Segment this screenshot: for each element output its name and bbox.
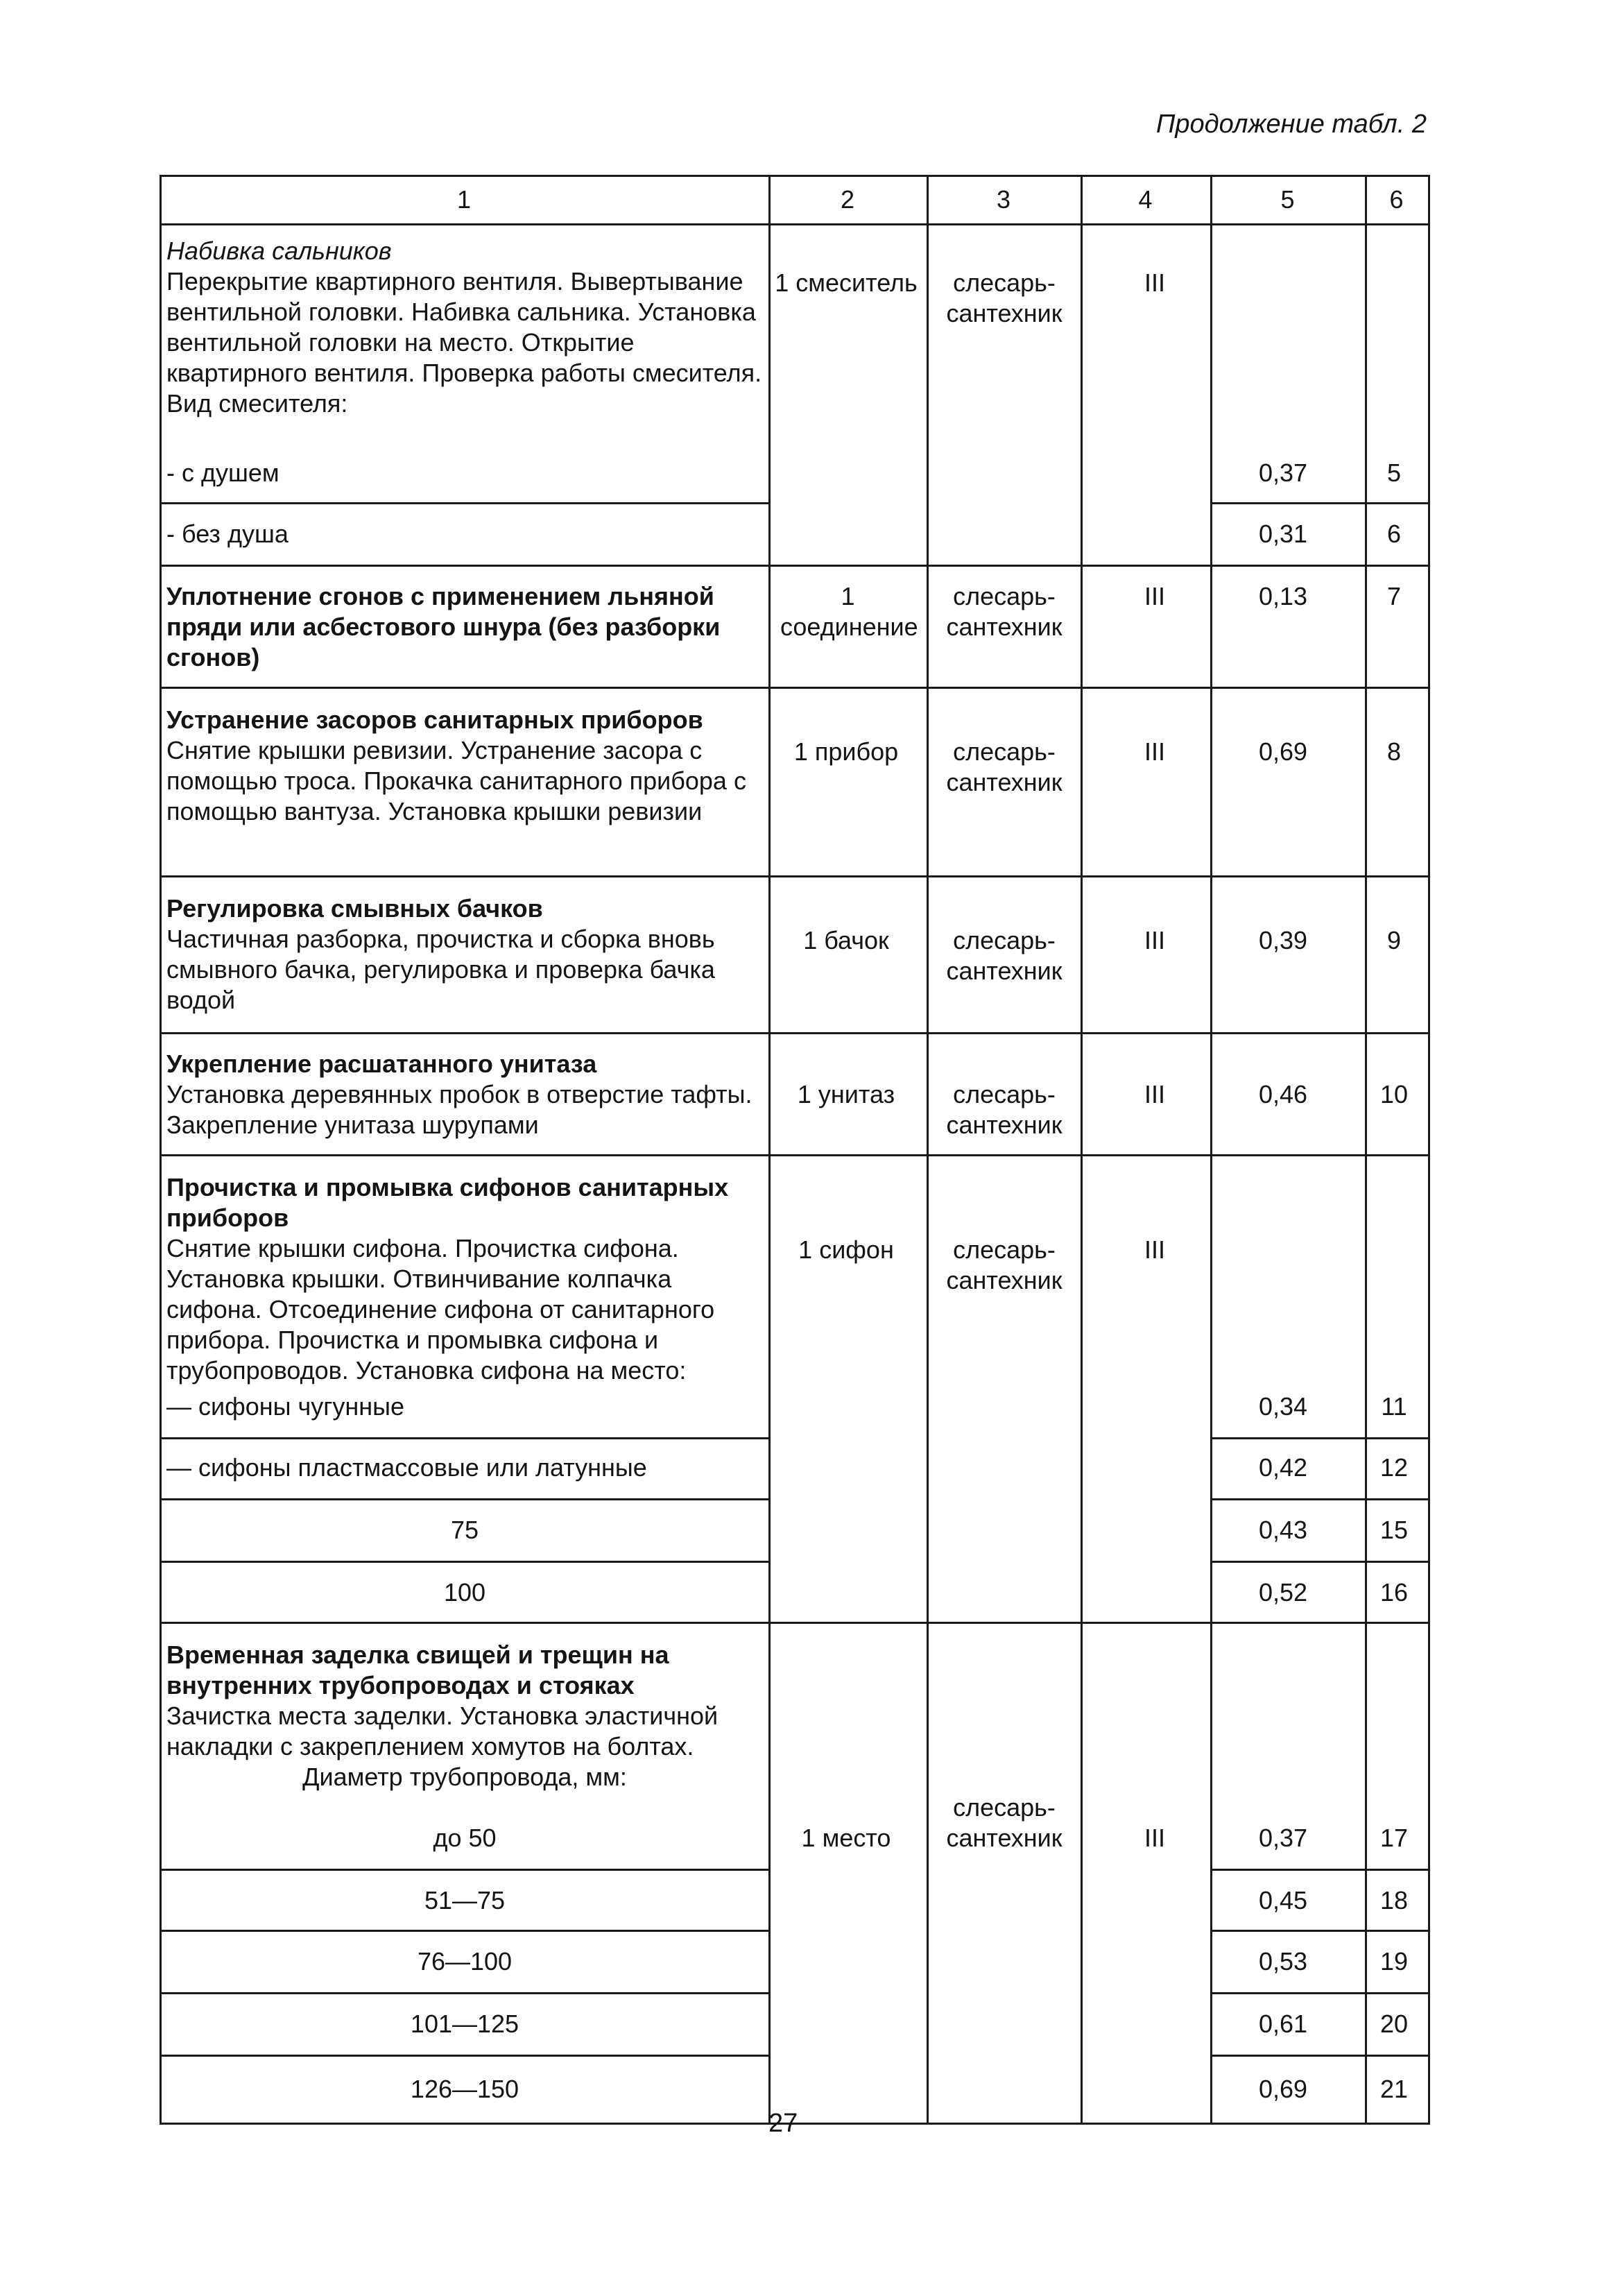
section-6-row-3-value: 0,43 [1258, 1516, 1308, 1544]
row-divider [160, 1869, 770, 1871]
section-2-worker: слесарь-сантехник [946, 582, 1063, 641]
header-col-5: 5 [1280, 185, 1295, 214]
section-2-unit: 1 соединение [780, 582, 918, 641]
table-border-right [1428, 175, 1430, 2124]
section-5-num: 10 [1379, 1080, 1409, 1108]
section-5-description [166, 1049, 763, 1140]
row-divider [160, 1498, 770, 1500]
header-col-4: 4 [1138, 185, 1153, 214]
section-7-row-1-value: 0,37 [1258, 1824, 1308, 1852]
row-divider [160, 1561, 770, 1563]
col-divider-2 [927, 175, 929, 2124]
section-7-grade: III [1144, 1824, 1165, 1852]
section-6-row-1-value: 0,34 [1258, 1392, 1308, 1421]
section-4-unit: 1 бачок [803, 926, 889, 954]
section-5-title: Укрепление расшатанного унитаза [166, 1050, 597, 1078]
row-divider [160, 1437, 770, 1439]
section-7-row-3-value: 0,53 [1258, 1947, 1308, 1976]
section-6-title: Прочистка и промывка сифонов санитарных приборов [166, 1173, 729, 1232]
section-7-body: Зачистка места заделки. Установка эластичной накладки с закреплением хомутов на болтах. [166, 1702, 719, 1760]
section-1-description [166, 236, 763, 419]
section-1-row-2-num: 6 [1386, 520, 1402, 548]
section-6-row-2-label: — сифоны пластмассовые или латунные [166, 1453, 647, 1482]
section-3-body: Снятие крышки ревизии. Устранение засора с помощью троса. Прокачка санитарного прибора с помощью вантуза. Установка крышки ревизии [166, 736, 746, 825]
section-6-row-3-num: 15 [1379, 1516, 1409, 1544]
section-6-grade: III [1144, 1235, 1165, 1264]
section-5-grade: III [1144, 1080, 1165, 1108]
section-2-value: 0,13 [1258, 582, 1308, 610]
section-7-row-2-value: 0,45 [1258, 1886, 1308, 1914]
section-7-row-4-label: 101—125 [410, 2010, 519, 2038]
section-1-body: Перекрытие квартирного вентиля. Вывертывание вентильной головки. Набивка сальника. Установка вентильной головки на место. Открытие квартирного вентиля. Проверка работы смесителя. [166, 267, 762, 387]
section-7-row-2-label: 51—75 [424, 1886, 506, 1914]
section-4-value: 0,39 [1258, 926, 1308, 954]
table-continuation-caption: Продолжение табл. 2 [1155, 110, 1427, 139]
section-6-description [166, 1172, 763, 1386]
row-divider [160, 2055, 770, 2057]
section-6-row-4-num: 16 [1379, 1578, 1409, 1607]
section-6-row-2-value: 0,42 [1258, 1453, 1308, 1482]
header-col-6: 6 [1389, 185, 1404, 214]
row-divider [160, 1930, 770, 1932]
section-divider [160, 565, 1430, 567]
section-5-worker: слесарь-сантехник [946, 1080, 1063, 1139]
header-divider [160, 223, 1430, 225]
row-divider [1210, 1561, 1430, 1563]
section-4-description [166, 893, 763, 1016]
row-divider [1210, 502, 1430, 504]
section-3-worker: слесарь-сантехник [946, 737, 1063, 796]
row-divider [1210, 2055, 1430, 2057]
section-3-grade: III [1144, 737, 1165, 766]
section-1-row-2-value: 0,31 [1258, 520, 1308, 548]
section-3-unit: 1 прибор [793, 737, 899, 766]
header-col-1: 1 [456, 185, 472, 214]
section-7-row-3-num: 19 [1379, 1947, 1409, 1976]
section-5-unit: 1 унитаз [797, 1080, 895, 1108]
section-6-row-1-label: — сифоны чугунные [166, 1392, 405, 1421]
section-4-worker: слесарь-сантехник [946, 926, 1063, 985]
row-divider [1210, 1437, 1430, 1439]
section-divider [160, 687, 1430, 689]
section-2-title: Уплотнение сгонов с применением льняной пряди или асбестового шнура (без разборки сгонов) [166, 582, 721, 671]
section-2-grade: III [1144, 582, 1165, 610]
section-7-row-4-value: 0,61 [1258, 2010, 1308, 2038]
section-5-value: 0,46 [1258, 1080, 1308, 1108]
section-3-value: 0,69 [1258, 737, 1308, 766]
section-1-row-1-label: - с душем [166, 459, 279, 487]
row-divider [160, 1992, 770, 1994]
section-4-title: Регулировка смывных бачков [166, 894, 543, 923]
section-4-body: Частичная разборка, прочистка и сборка вновь смывного бачка, регулировка и проверка бачка водой [166, 925, 715, 1014]
section-7-row-3-label: 76—100 [417, 1947, 513, 1976]
row-divider [160, 502, 770, 504]
section-6-row-2-num: 12 [1379, 1453, 1409, 1482]
section-1-row-2-label: - без душа [166, 520, 289, 548]
row-divider [1210, 1869, 1430, 1871]
section-7-row-5-value: 0,69 [1258, 2075, 1308, 2103]
header-col-2: 2 [840, 185, 855, 214]
section-7-row-1-label: до 50 [433, 1824, 497, 1852]
section-3-description [166, 705, 763, 827]
table-border-left [160, 175, 162, 2124]
section-1-kind: Вид смесителя: [166, 389, 348, 418]
section-divider [160, 875, 1430, 877]
section-divider [160, 1032, 1430, 1034]
section-7-worker: слесарь-сантехник [946, 1793, 1063, 1852]
section-7-row-2-num: 18 [1379, 1886, 1409, 1914]
section-7-diameter-label: Диаметр трубопровода, мм: [302, 1763, 627, 1791]
section-1-row-1-num: 5 [1386, 459, 1402, 487]
section-4-grade: III [1144, 926, 1165, 954]
section-2-description [166, 581, 763, 673]
section-7-row-5-num: 21 [1379, 2075, 1409, 2103]
section-6-row-3-label: 75 [450, 1516, 479, 1544]
section-6-body: Снятие крышки сифона. Прочистка сифона. Установка крышки. Отвинчивание колпачка сифона. Отсоединение сифона от санитарного прибора. Прочистка и промывка сифона и трубопроводов. Установка сифона на место: [166, 1234, 715, 1385]
section-4-num: 9 [1386, 926, 1402, 954]
section-6-row-1-num: 11 [1381, 1392, 1407, 1421]
section-3-num: 8 [1386, 737, 1402, 766]
page-number: 27 [768, 2109, 798, 2138]
section-1-unit: 1 смеситель [775, 268, 918, 297]
section-3-title: Устранение засоров санитарных приборов [166, 705, 703, 734]
header-col-3: 3 [996, 185, 1011, 214]
section-1-title: Набивка сальников [166, 237, 392, 265]
section-6-row-4-value: 0,52 [1258, 1578, 1308, 1607]
section-divider [160, 1622, 1430, 1624]
section-7-row-1-num: 17 [1379, 1824, 1409, 1852]
section-2-num: 7 [1386, 582, 1402, 610]
section-7-row-4-num: 20 [1379, 2010, 1409, 2038]
row-divider [1210, 1498, 1430, 1500]
section-7-description [166, 1640, 763, 1792]
col-divider-3 [1081, 175, 1083, 2124]
section-6-worker: слесарь-сантехник [946, 1235, 1063, 1294]
section-1-row-1-value: 0,37 [1258, 459, 1308, 487]
section-7-title: Временная заделка свищей и трещин на внутренних трубопроводах и стояках [166, 1640, 669, 1699]
row-divider [1210, 1992, 1430, 1994]
section-divider [160, 1154, 1430, 1156]
section-7-unit: 1 место [801, 1824, 891, 1852]
section-6-unit: 1 сифон [798, 1235, 894, 1264]
section-6-row-4-label: 100 [443, 1578, 486, 1607]
section-1-worker: слесарь-сантехник [946, 268, 1063, 327]
table-border-top [160, 175, 1430, 177]
section-5-body: Установка деревянных пробок в отверстие тафты. Закрепление унитаза шурупами [166, 1080, 752, 1139]
row-divider [1210, 1930, 1430, 1932]
section-1-grade: III [1144, 268, 1165, 297]
section-7-row-5-label: 126—150 [410, 2075, 519, 2103]
